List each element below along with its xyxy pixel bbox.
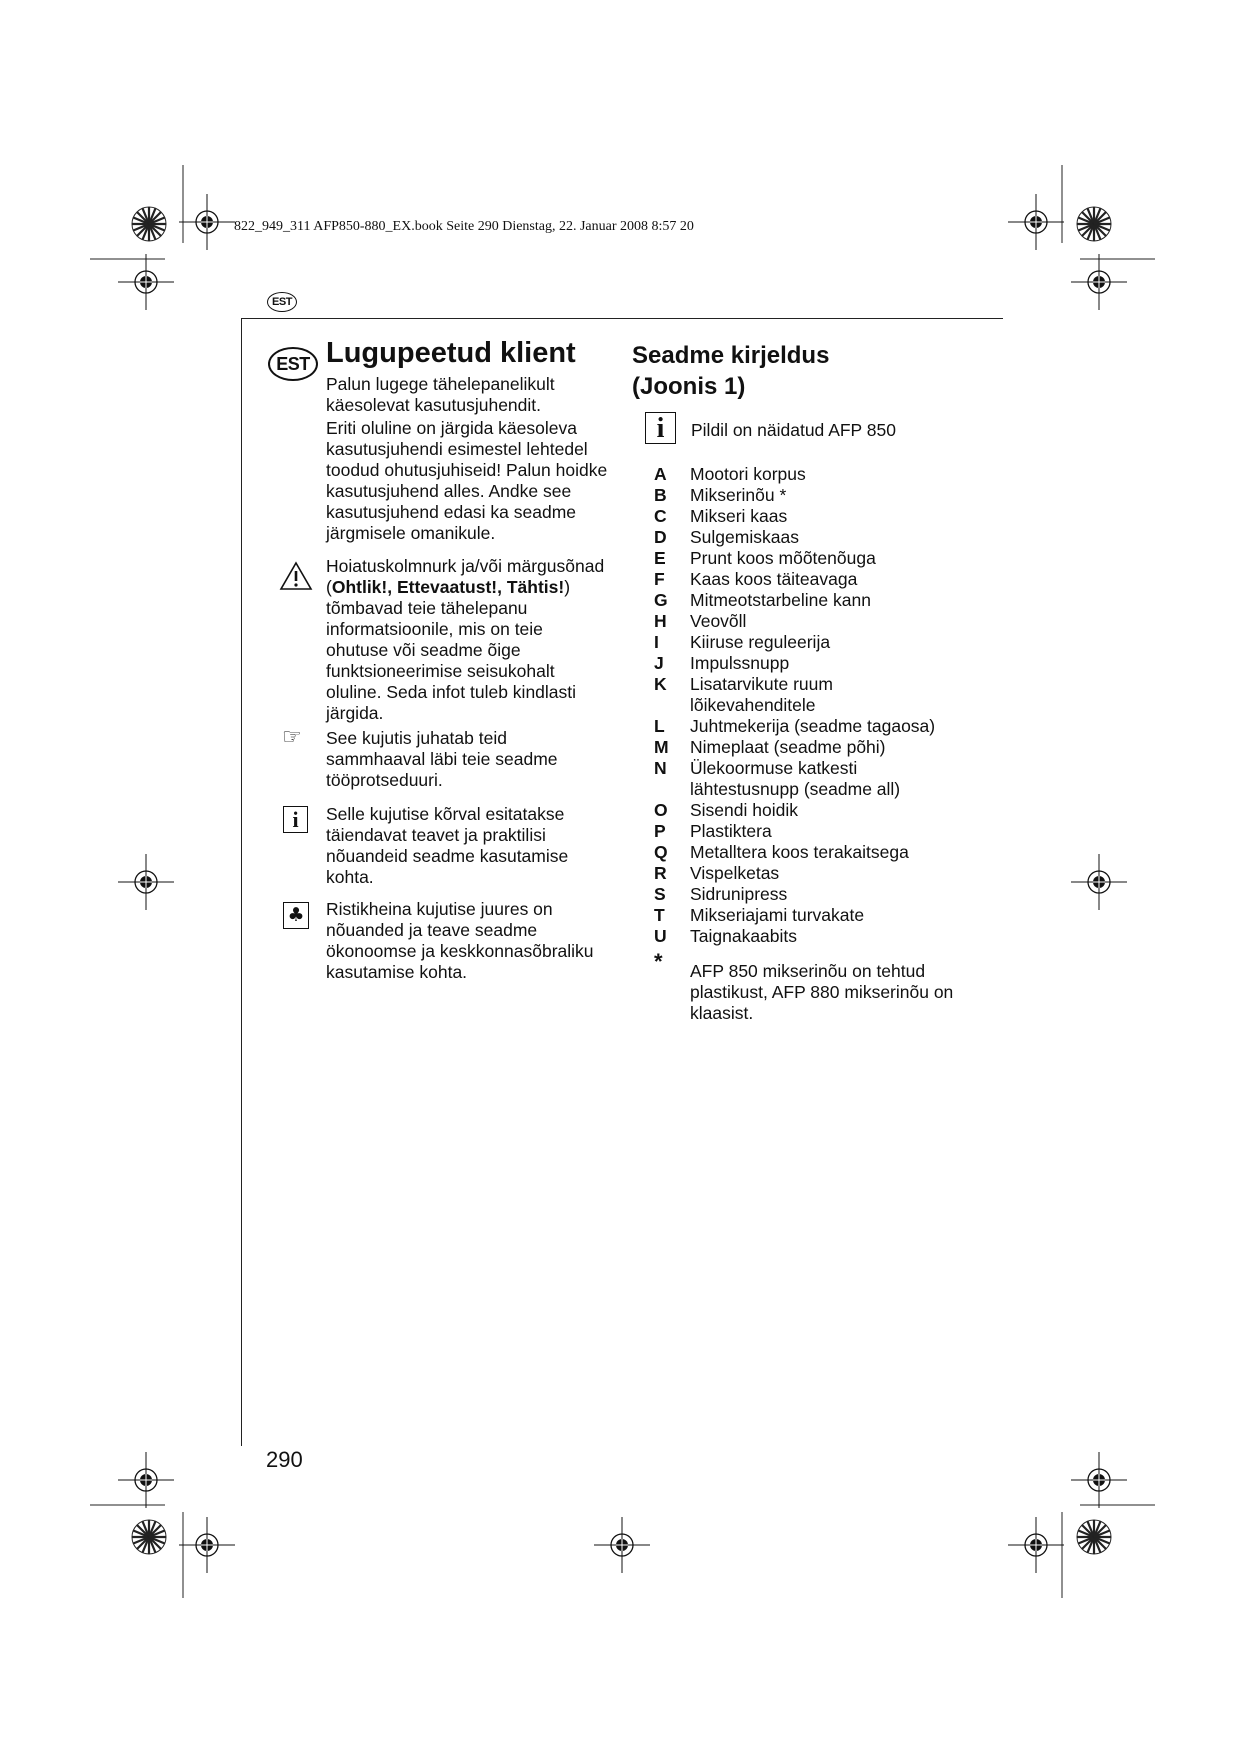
- list-item: [654, 863, 953, 884]
- list-item: [654, 632, 953, 653]
- part-label: Mikseri kaas: [690, 506, 788, 526]
- part-letter: L: [654, 716, 665, 736]
- part-label: Nimeplaat (seadme põhi): [690, 737, 886, 757]
- list-item: [654, 737, 953, 758]
- text-line: tõmbavad teie tähelepanu: [326, 598, 528, 618]
- text-line: järgmisele omanikule.: [326, 523, 496, 543]
- text-line: nõuandeid seadme kasutamise: [326, 846, 569, 866]
- signal-words: Ohtlik!, Ettevaatust!, Tähtis!: [331, 577, 565, 597]
- list-item: [654, 758, 953, 800]
- list-item: [654, 548, 953, 569]
- part-label: Mikserinõu *: [690, 485, 787, 505]
- part-label: Prunt koos mõõtenõuga: [690, 548, 876, 568]
- text-line: Selle kujutise kõrval esitatakse: [326, 804, 565, 824]
- part-letter: O: [654, 800, 668, 820]
- part-label: lõikevahenditele: [690, 695, 816, 715]
- warning-triangle-icon: [279, 561, 313, 591]
- info-note: Pildil on näidatud AFP 850: [691, 420, 896, 440]
- part-label: Sulgemiskaas: [690, 527, 799, 547]
- list-item: [654, 674, 953, 716]
- page-title: Lugupeetud klient: [326, 337, 576, 369]
- info-paragraph: [326, 804, 568, 888]
- language-badge-small: EST: [267, 292, 297, 312]
- warning-paragraph: [326, 556, 604, 724]
- text-line: funktsioneerimise seisukohalt: [326, 661, 555, 681]
- part-letter: E: [654, 548, 666, 568]
- text-line: kohta.: [326, 867, 374, 887]
- part-label: Impulssnupp: [690, 653, 790, 673]
- text-line: informatsioonile, mis on teie: [326, 619, 543, 639]
- section-title-line1: Seadme kirjeldus: [632, 342, 830, 369]
- text-line: Eriti oluline on järgida käesoleva: [326, 418, 577, 438]
- eco-paragraph: [326, 899, 594, 983]
- part-label: Mootori korpus: [690, 464, 806, 484]
- part-letter: R: [654, 863, 667, 883]
- part-letter: D: [654, 527, 667, 547]
- part-letter: S: [654, 884, 666, 904]
- section-title-line2: (Joonis 1): [632, 373, 746, 400]
- part-letter: B: [654, 485, 667, 505]
- text-line: kasutusjuhend edasi ka seadme: [326, 502, 577, 522]
- part-label: Metalltera koos terakaitsega: [690, 842, 909, 862]
- text-line: oluline. Seda infot tuleb kindlasti: [326, 682, 577, 702]
- list-item: [654, 653, 953, 674]
- text-line: Palun lugege tähelepanelikult: [326, 374, 555, 394]
- info-icon: i: [283, 806, 308, 833]
- pointing-hand-icon: ☞: [282, 725, 302, 750]
- part-label: Ülekoormuse katkesti: [690, 758, 858, 778]
- text-line: Hoiatuskolmnurk ja/või märgusõnad: [326, 556, 605, 576]
- step-paragraph: [326, 728, 558, 791]
- part-letter: Q: [654, 842, 668, 862]
- close-paren: ): [564, 577, 571, 597]
- list-item: [654, 485, 953, 506]
- list-item: [654, 884, 953, 905]
- part-label: Sisendi hoidik: [690, 800, 798, 820]
- text-line: tööprotseduuri.: [326, 770, 443, 790]
- part-label: Mitmeotstarbeline kann: [690, 590, 871, 610]
- left-margin-rule: [241, 318, 242, 1446]
- list-item: [654, 821, 953, 842]
- part-letter: I: [654, 632, 659, 652]
- part-letter: G: [654, 590, 668, 610]
- footnote-line: plastikust, AFP 880 mikserinõu on: [690, 982, 954, 1002]
- part-letter: K: [654, 674, 667, 694]
- list-item: [654, 590, 953, 611]
- part-letter: P: [654, 821, 666, 841]
- part-label: Veovõll: [690, 611, 747, 631]
- list-item: [654, 569, 953, 590]
- parts-list: [654, 464, 953, 1024]
- clover-icon: ♣: [283, 902, 309, 929]
- section-title: [632, 340, 952, 402]
- part-letter: A: [654, 464, 667, 484]
- text-line: nõuanded ja teave seadme: [326, 920, 538, 940]
- text-line: järgida.: [326, 703, 384, 723]
- text-line: täiendavat teavet ja praktilisi: [326, 825, 546, 845]
- part-letter: N: [654, 758, 667, 778]
- part-label: Taignakaabits: [690, 926, 798, 946]
- part-label: Juhtmekerija (seadme tagaosa): [690, 716, 936, 736]
- text-line: kasutusjuhendi esimestel lehtedel: [326, 439, 588, 459]
- intro-paragraph: [326, 374, 555, 416]
- part-letter: C: [654, 506, 667, 526]
- open-paren: (: [326, 577, 332, 597]
- part-label: Vispelketas: [690, 863, 780, 883]
- safety-paragraph: [326, 418, 607, 544]
- signal-words-line: [326, 577, 604, 598]
- text-line: Ristikheina kujutise juures on: [326, 899, 553, 919]
- list-item: [654, 842, 953, 863]
- info-icon: i: [645, 412, 676, 444]
- list-item: [654, 926, 953, 947]
- page-number: 290: [266, 1447, 303, 1472]
- part-letter: H: [654, 611, 667, 631]
- part-label: Kiiruse reguleerija: [690, 632, 831, 652]
- part-letter: F: [654, 569, 665, 589]
- text-line: ohutuse või seadme õige: [326, 640, 521, 660]
- part-label: lähtestusnupp (seadme all): [690, 779, 901, 799]
- text-line: kasutusjuhend alles. Andke see: [326, 481, 572, 501]
- part-label: Lisatarvikute ruum: [690, 674, 833, 694]
- footnote-line: AFP 850 mikserinõu on tehtud: [690, 961, 926, 981]
- book-file-header: 822_949_311 AFP850-880_EX.book Seite 290 Dienstag, 22. Januar 2008 8:57 20: [234, 219, 694, 234]
- part-label: Plastiktera: [690, 821, 772, 841]
- language-badge: EST: [268, 347, 318, 381]
- list-item: [654, 716, 953, 737]
- text-line: käesolevat kasutusjuhendit.: [326, 395, 541, 415]
- footnote: [654, 951, 953, 1024]
- part-label: Kaas koos täiteavaga: [690, 569, 858, 589]
- part-letter: J: [654, 653, 664, 673]
- list-item: [654, 800, 953, 821]
- text-line: See kujutis juhatab teid: [326, 728, 507, 748]
- text-line: sammhaaval läbi teie seadme: [326, 749, 558, 769]
- text-line: ökonoomse ja keskkonnasõbraliku: [326, 941, 594, 961]
- text-line: toodud ohutusjuhiseid! Palun hoidke: [326, 460, 608, 480]
- part-label: Mikseriajami turvakate: [690, 905, 865, 925]
- list-item: [654, 464, 953, 485]
- part-letter: T: [654, 905, 665, 925]
- list-item: [654, 905, 953, 926]
- part-label: Sidrunipress: [690, 884, 788, 904]
- list-item: [654, 527, 953, 548]
- footnote-line: klaasist.: [690, 1003, 754, 1023]
- part-letter: U: [654, 926, 667, 946]
- header-rule: [241, 318, 1003, 319]
- text-line: kasutamise kohta.: [326, 962, 468, 982]
- list-item: [654, 611, 953, 632]
- list-item: [654, 506, 953, 527]
- footnote-mark: *: [654, 949, 663, 974]
- part-letter: M: [654, 737, 669, 757]
